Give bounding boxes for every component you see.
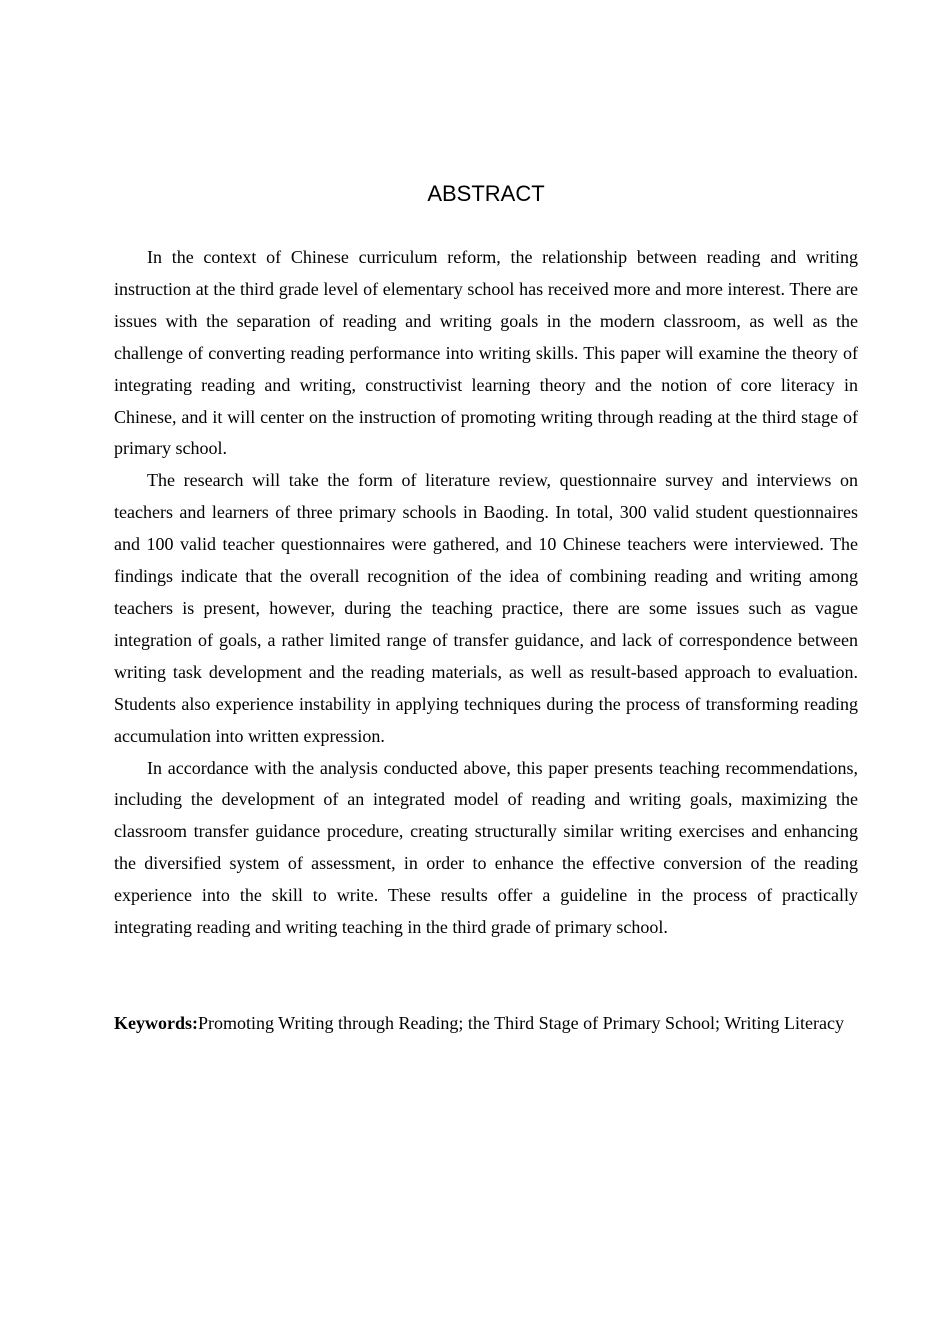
abstract-paragraph-3: In accordance with the analysis conducted above, this paper presents teaching recommendations, including the development of an integrated model of reading and writing goals, maximizing the classroom transfer guidance procedure, creating structurally similar writing exercises and enhancing the diversified system of assessment, in order to enhance the effective conversion of the reading experience into the skill to write. These results offer a guideline in the process of practically integrating reading and writing teaching in the third grade of primary school. [114,757,858,938]
abstract-body [114,242,858,944]
abstract-paragraph-1: In the context of Chinese curriculum reform, the relationship between reading and writing instruction at the third grade level of elementary school has received more and more interest. There are issues with the separation of reading and writing goals in the modern classroom, as well as the challenge of converting reading performance into writing skills. This paper will examine the theory of integrating reading and writing, constructivist learning theory and the notion of core literacy in Chinese, and it will center on the instruction of promoting writing through reading at the third stage of primary school. [114,247,858,459]
abstract-heading: ABSTRACT [427,181,545,206]
keywords-line [114,1008,858,1040]
keywords-text: Promoting Writing through Reading; the Third Stage of Primary School; Writing Literacy [198,1013,844,1033]
abstract-paragraph-2: The research will take the form of literature review, questionnaire survey and interviews on teachers and learners of three primary schools in Baoding. In total, 300 valid student questionnaires and 100 valid teacher questionnaires were gathered, and 10 Chinese teachers were interviewed. The findings indicate that the overall recognition of the idea of combining reading and writing among teachers is present, however, during the teaching practice, there are some issues such as vague integration of goals, a rather limited range of transfer guidance, and lack of correspondence between writing task development and the reading materials, as well as result-based approach to evaluation. Students also experience instability in applying techniques during the process of transforming reading accumulation into written expression. [114,470,858,746]
keywords-label: Keywords: [114,1013,198,1033]
